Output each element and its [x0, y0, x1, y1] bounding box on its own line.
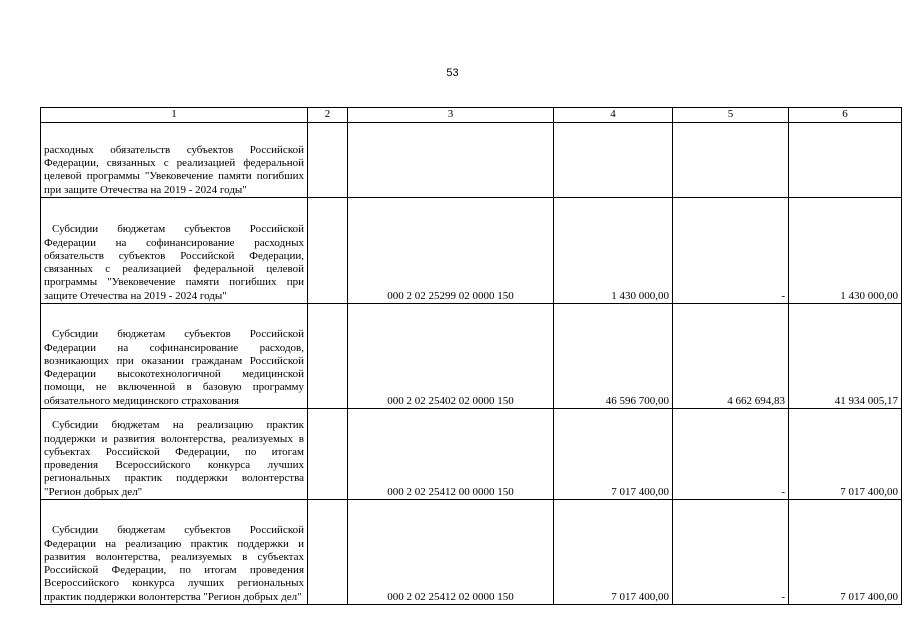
row-value-4: 7 017 400,00 — [554, 500, 673, 605]
page-number: 53 — [446, 67, 459, 79]
header-col-2: 2 — [308, 108, 348, 123]
header-col-6: 6 — [789, 108, 902, 123]
row-name — [41, 198, 308, 304]
row-name — [41, 304, 308, 409]
row-code: 000 2 02 25299 02 0000 150 — [348, 198, 554, 304]
row-value-4: 1 430 000,00 — [554, 198, 673, 304]
row-name-text: Субсидии бюджетам на реализацию практик поддержки и развития волонтерства, реализуемых в субъектах Российской Федерации, по итогам проведения Всероссийского конкурса лучших региональных практик поддержки волонтерства "Регион добрых дел" — [44, 419, 304, 498]
header-col-5: 5 — [673, 108, 789, 123]
table-row — [41, 409, 902, 500]
row-value-5 — [673, 123, 789, 198]
table-row — [41, 198, 902, 304]
row-value-4: 7 017 400,00 — [554, 409, 673, 500]
row-col2 — [308, 409, 348, 500]
row-code: 000 2 02 25412 00 0000 150 — [348, 409, 554, 500]
row-name-text: Субсидии бюджетам субъектов Российской Федерации на софинансирование расходов, возникающих при оказании гражданам Российской Федерации высокотехнологичной медицинской помощи, не включенной в базовую программу обязательного медицинского страхования — [44, 328, 304, 407]
table-row — [41, 500, 902, 605]
row-code — [348, 123, 554, 198]
row-value-4 — [554, 123, 673, 198]
row-value-6: 7 017 400,00 — [789, 409, 902, 500]
row-value-6: 1 430 000,00 — [789, 198, 902, 304]
row-value-6: 7 017 400,00 — [789, 500, 902, 605]
row-code: 000 2 02 25412 02 0000 150 — [348, 500, 554, 605]
table-header — [41, 108, 902, 123]
header-col-3: 3 — [348, 108, 554, 123]
row-name — [41, 500, 308, 605]
row-col2 — [308, 500, 348, 605]
row-code: 000 2 02 25402 02 0000 150 — [348, 304, 554, 409]
row-value-5: - — [673, 409, 789, 500]
table-row — [41, 123, 902, 198]
row-name: расходных обязательств субъектов Российской Федерации, связанных с реализацией федеральной целевой программы "Увековечение памяти погибших при защите Отечества на 2019 - 2024 годы" — [41, 123, 308, 198]
row-name-text: Субсидии бюджетам субъектов Российской Федерации на софинансирование расходных обязательств субъектов Российской Федерации, связанных с реализацией федеральной целевой программы "Увековечение памяти погибших при защите Отечества на 2019 - 2024 годы" — [44, 223, 304, 302]
row-name — [41, 409, 308, 500]
header-row — [41, 108, 902, 123]
row-value-5: - — [673, 500, 789, 605]
row-col2 — [308, 123, 348, 198]
row-value-4: 46 596 700,00 — [554, 304, 673, 409]
row-value-5: 4 662 694,83 — [673, 304, 789, 409]
row-value-6: 41 934 005,17 — [789, 304, 902, 409]
header-col-1: 1 — [41, 108, 308, 123]
budget-table — [40, 107, 902, 605]
row-name-text: Субсидии бюджетам субъектов Российской Федерации на реализацию практик поддержки и развития волонтерства, реализуемых в субъектах Российской Федерации, по итогам проведения Всероссийского конкурса лучших региональных практик поддержки волонтерства "Регион добрых дел" — [44, 524, 304, 603]
row-col2 — [308, 198, 348, 304]
header-col-4: 4 — [554, 108, 673, 123]
row-col2 — [308, 304, 348, 409]
table-row — [41, 304, 902, 409]
row-value-5: - — [673, 198, 789, 304]
row-value-6 — [789, 123, 902, 198]
